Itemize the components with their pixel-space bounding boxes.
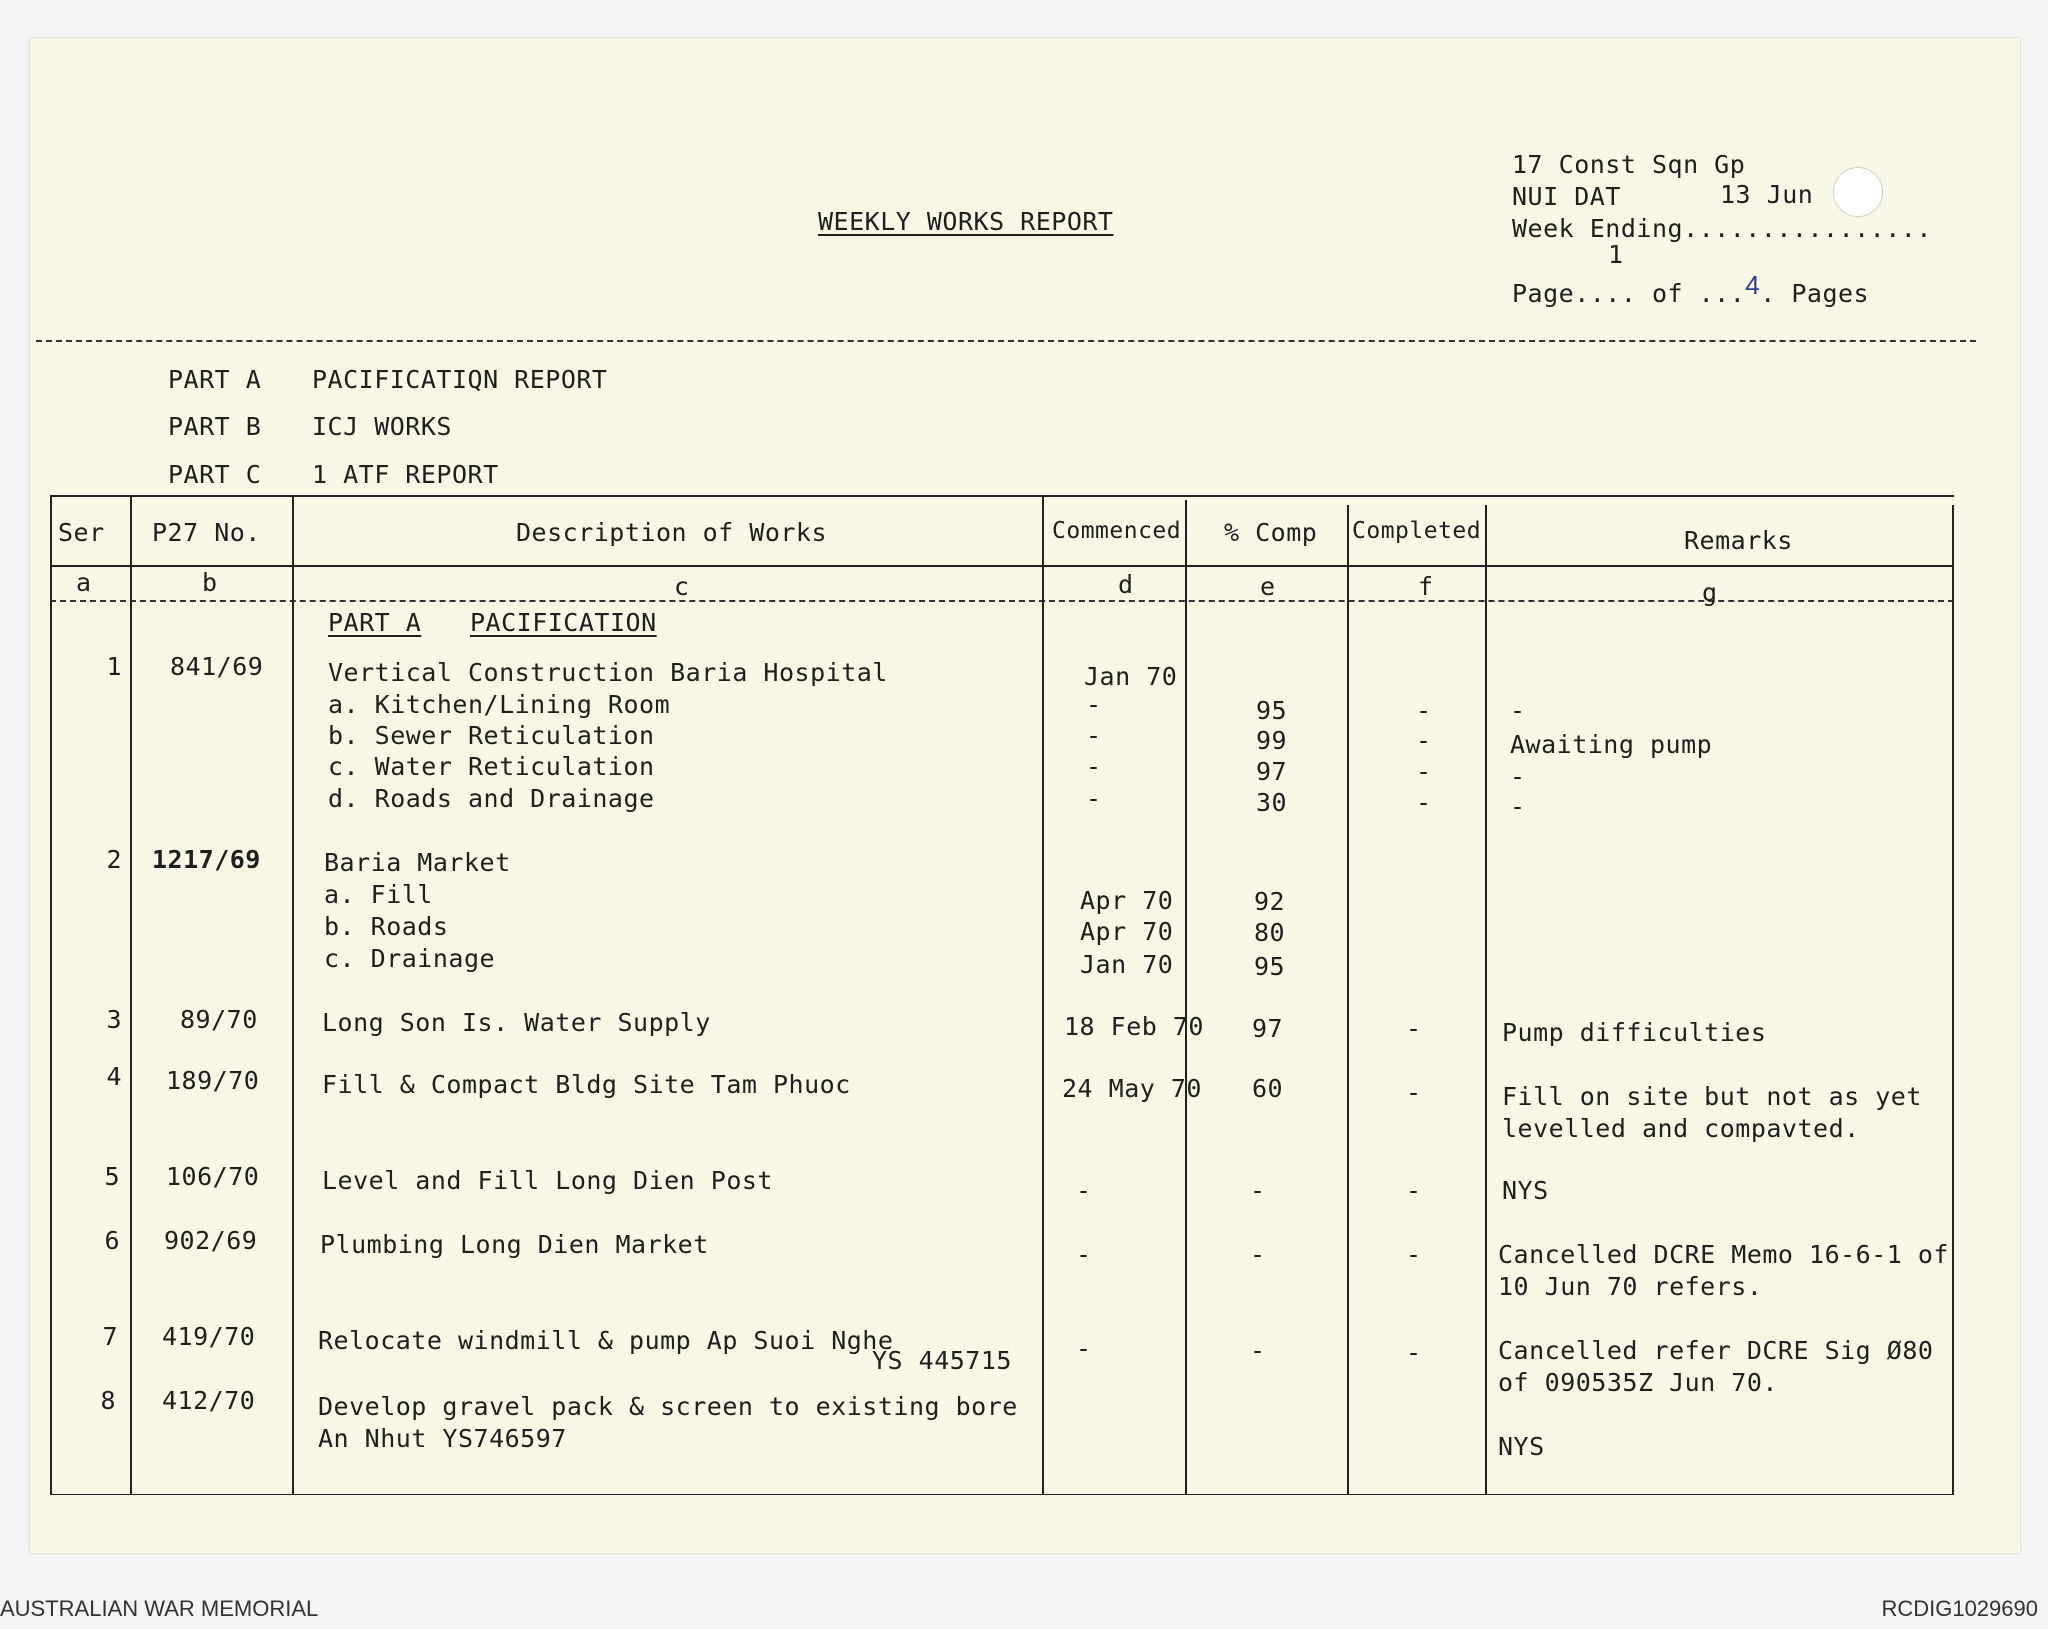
row-remarks: Fill on site but not as yet bbox=[1502, 1082, 1922, 1111]
row-desc: Fill & Compact Bldg Site Tam Phuoc bbox=[322, 1070, 851, 1099]
col-letter-c: c bbox=[674, 572, 690, 601]
row-p27: 1217/69 bbox=[152, 845, 261, 874]
sub-desc: c. Drainage bbox=[324, 944, 496, 973]
sub-desc: b. Sewer Reticulation bbox=[328, 721, 655, 750]
row-grid-ref: YS 445715 bbox=[872, 1346, 1012, 1375]
table-bottom bbox=[50, 1494, 1954, 1495]
row-pct: 60 bbox=[1252, 1074, 1284, 1103]
section-heading-name: PACIFICATION bbox=[470, 608, 657, 637]
sub-commenced: Apr 70 bbox=[1080, 886, 1174, 915]
header-separator bbox=[36, 340, 1976, 342]
sub-desc: a. Fill bbox=[324, 880, 433, 909]
row-remarks: NYS bbox=[1502, 1176, 1549, 1205]
col-letter-a: a bbox=[76, 568, 92, 597]
row-commenced: 24 May 70 bbox=[1062, 1074, 1202, 1103]
row-pct: - bbox=[1250, 1240, 1266, 1269]
sub-desc: c. Water Reticulation bbox=[328, 752, 655, 781]
col-border-desc bbox=[1042, 495, 1044, 1495]
row-completed: - bbox=[1406, 1078, 1422, 1107]
sub-completed: - bbox=[1416, 696, 1432, 725]
col-letter-d: d bbox=[1118, 570, 1134, 599]
sub-pct: 30 bbox=[1256, 788, 1288, 817]
col-border-right bbox=[1952, 505, 1954, 1495]
sub-commenced: Jan 70 bbox=[1080, 950, 1174, 979]
row-desc: Long Son Is. Water Supply bbox=[322, 1008, 711, 1037]
col-header-completed: Completed bbox=[1352, 518, 1482, 544]
report-date: 13 Jun bbox=[1720, 180, 1814, 209]
page-total: 4 bbox=[1745, 270, 1761, 300]
part-b-text: ICJ WORKS bbox=[312, 412, 452, 441]
row-remarks-cont: of 090535Z Jun 70. bbox=[1498, 1368, 1778, 1397]
row-ser: 2 bbox=[106, 845, 122, 874]
row-completed: - bbox=[1406, 1014, 1422, 1043]
row-ser: 8 bbox=[100, 1386, 116, 1415]
row-remarks: Pump difficulties bbox=[1502, 1018, 1767, 1047]
sub-completed: - bbox=[1416, 726, 1432, 755]
row-completed: - bbox=[1406, 1240, 1422, 1269]
sub-pct: 92 bbox=[1254, 887, 1286, 916]
row-desc: Vertical Construction Baria Hospital bbox=[328, 658, 888, 687]
part-c-text: 1 ATF REPORT bbox=[312, 460, 499, 489]
col-header-commenced: Commenced bbox=[1052, 518, 1182, 544]
location: NUI DAT bbox=[1512, 182, 1621, 211]
row-commenced: Jan 70 bbox=[1084, 662, 1178, 691]
part-a-text: PACIFICATIQN REPORT bbox=[312, 365, 608, 394]
report-title: WEEKLY WORKS REPORT bbox=[818, 207, 1114, 236]
row-pct: 97 bbox=[1252, 1014, 1284, 1043]
page-line bbox=[1512, 270, 1870, 309]
page-line-b: . Pages bbox=[1760, 279, 1870, 308]
letter-divider bbox=[50, 600, 1954, 602]
col-header-pct: % Comp bbox=[1224, 518, 1318, 547]
punch-hole bbox=[1833, 167, 1883, 217]
row-completed: - bbox=[1406, 1176, 1422, 1205]
sub-remarks: - bbox=[1510, 762, 1526, 791]
row-ser: 1 bbox=[106, 652, 122, 681]
col-header-ser: Ser bbox=[58, 518, 105, 547]
row-commenced: - bbox=[1076, 1176, 1092, 1205]
page-number: 1 bbox=[1608, 240, 1624, 269]
col-border-pct bbox=[1347, 505, 1349, 1495]
footer-id: RCDIG1029690 bbox=[1881, 1596, 2038, 1621]
table-top-border bbox=[50, 495, 1954, 497]
sub-commenced: - bbox=[1086, 752, 1102, 781]
unit-name: 17 Const Sqn Gp bbox=[1512, 150, 1746, 179]
col-letter-e: e bbox=[1260, 572, 1276, 601]
sub-desc: a. Kitchen/Lining Room bbox=[328, 690, 671, 719]
row-p27: 189/70 bbox=[166, 1066, 260, 1095]
row-p27: 902/69 bbox=[164, 1226, 258, 1255]
part-b-label: PART B bbox=[168, 412, 262, 441]
col-border-completed bbox=[1485, 505, 1487, 1495]
col-border-commenced bbox=[1185, 500, 1187, 1495]
row-desc-cont: An Nhut YS746597 bbox=[318, 1424, 567, 1453]
sub-remarks: - bbox=[1510, 696, 1526, 725]
sub-completed: - bbox=[1416, 788, 1432, 817]
row-commenced: 18 Feb 70 bbox=[1064, 1012, 1204, 1041]
row-remarks-cont: levelled and compavted. bbox=[1502, 1114, 1860, 1143]
sub-commenced: Apr 70 bbox=[1080, 917, 1174, 946]
sub-desc: b. Roads bbox=[324, 912, 449, 941]
col-letter-g: g bbox=[1702, 578, 1718, 607]
row-desc: Level and Fill Long Dien Post bbox=[322, 1166, 773, 1195]
section-heading-part: PART A bbox=[328, 608, 422, 637]
sub-commenced: - bbox=[1086, 690, 1102, 719]
part-a-label: PART A bbox=[168, 365, 262, 394]
col-letter-b: b bbox=[202, 568, 218, 597]
col-border-ser bbox=[130, 495, 132, 1495]
page-line-a: Page.... of ... bbox=[1512, 279, 1746, 308]
sub-remarks: - bbox=[1510, 792, 1526, 821]
row-pct: - bbox=[1250, 1176, 1266, 1205]
header-divider bbox=[50, 565, 1954, 567]
sub-pct: 95 bbox=[1254, 952, 1286, 981]
row-remarks: Cancelled DCRE Memo 16-6-1 of bbox=[1498, 1240, 1949, 1269]
col-letter-f: f bbox=[1418, 572, 1434, 601]
row-p27: 841/69 bbox=[170, 652, 264, 681]
sub-pct: 99 bbox=[1256, 726, 1288, 755]
row-p27: 106/70 bbox=[166, 1162, 260, 1191]
row-pct: - bbox=[1250, 1336, 1266, 1365]
sub-completed: - bbox=[1416, 757, 1432, 786]
row-commenced: - bbox=[1076, 1240, 1092, 1269]
row-ser: 7 bbox=[102, 1322, 118, 1351]
sub-pct: 97 bbox=[1256, 757, 1288, 786]
sub-remarks: Awaiting pump bbox=[1510, 730, 1713, 759]
row-completed: - bbox=[1406, 1338, 1422, 1367]
sub-desc: d. Roads and Drainage bbox=[328, 784, 655, 813]
part-c-label: PART C bbox=[168, 460, 262, 489]
row-desc: Baria Market bbox=[324, 848, 511, 877]
row-commenced: - bbox=[1076, 1334, 1092, 1363]
row-desc: Relocate windmill & pump Ap Suoi Nghe bbox=[318, 1326, 894, 1355]
row-p27: 412/70 bbox=[162, 1386, 256, 1415]
sub-commenced: - bbox=[1086, 721, 1102, 750]
col-header-desc: Description of Works bbox=[516, 518, 828, 547]
col-header-p27: P27 No. bbox=[152, 518, 261, 547]
row-ser: 5 bbox=[104, 1162, 120, 1191]
col-border-left bbox=[50, 495, 52, 1495]
sub-pct: 95 bbox=[1256, 696, 1288, 725]
row-desc: Plumbing Long Dien Market bbox=[320, 1230, 709, 1259]
week-ending: Week Ending................ bbox=[1512, 214, 1932, 243]
row-remarks: NYS bbox=[1498, 1432, 1545, 1461]
row-p27: 89/70 bbox=[180, 1005, 258, 1034]
sub-commenced: - bbox=[1086, 784, 1102, 813]
row-remarks: Cancelled refer DCRE Sig Ø80 bbox=[1498, 1336, 1934, 1365]
row-desc: Develop gravel pack & screen to existing bore bbox=[318, 1392, 1018, 1421]
row-ser: 6 bbox=[104, 1226, 120, 1255]
col-border-p27 bbox=[292, 495, 294, 1495]
row-ser: 4 bbox=[106, 1062, 122, 1091]
row-remarks-cont: 10 Jun 70 refers. bbox=[1498, 1272, 1763, 1301]
col-header-remarks: Remarks bbox=[1684, 526, 1793, 555]
footer-source: AUSTRALIAN WAR MEMORIAL bbox=[0, 1596, 319, 1621]
row-ser: 3 bbox=[106, 1005, 122, 1034]
sub-pct: 80 bbox=[1254, 918, 1286, 947]
row-p27: 419/70 bbox=[162, 1322, 256, 1351]
